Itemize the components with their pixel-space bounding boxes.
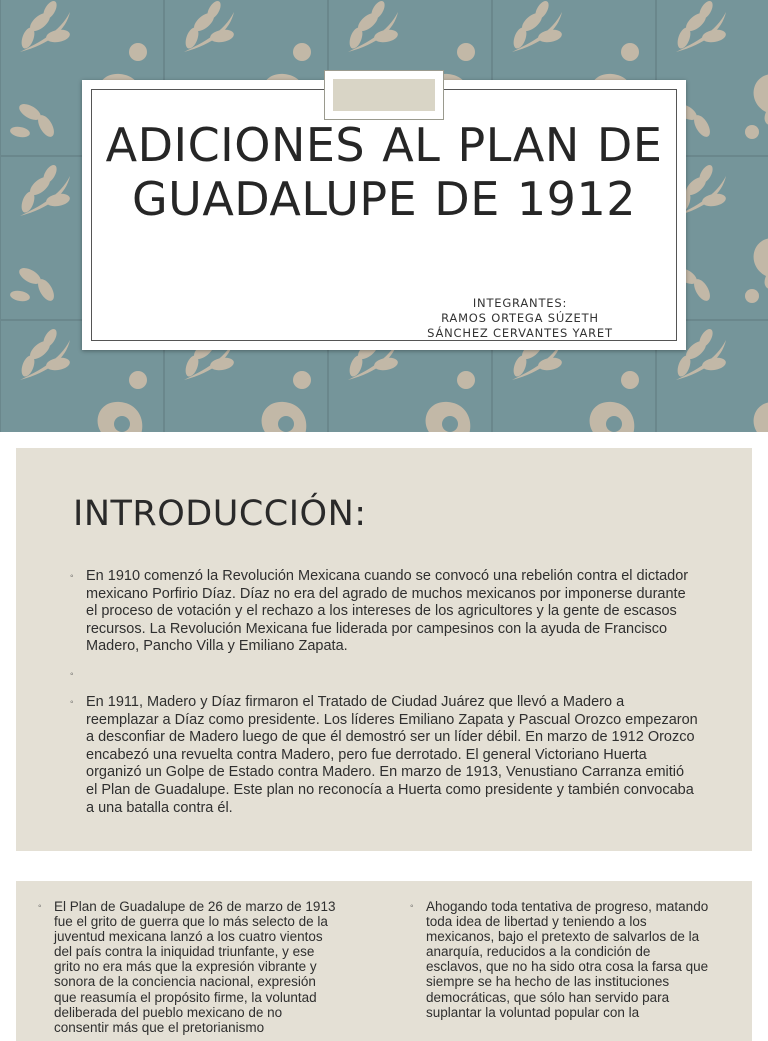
bullet-item (70, 568, 698, 656)
authors-block (390, 296, 650, 341)
title-tab-decoration (324, 70, 444, 120)
right-column (410, 899, 710, 1030)
hollow-circle-bullet-icon: ◦ (70, 668, 74, 680)
introduction-slide[interactable] (16, 448, 752, 851)
bullet-item-empty (70, 666, 698, 684)
left-column (38, 899, 338, 1041)
presentation-title: ADICIONES AL PLAN DE GUADALUPE DE 1912 (105, 118, 663, 226)
title-card (82, 80, 686, 350)
bullet-text: En 1910 comenzó la Revolución Mexicana cuando se convocó una rebelión contra el dictador mexicano Porfirio Díaz. Díaz no era del agrado de muchos mexicanos por imponerse durante el proceso de votación y el rechazo a los intereses de los agricultores y la gente de escasos recursos. La Revolución Mexicana fue liderada por campesinos con la ayuda de Francisco Madero, Pancho Villa y Emiliano Zapata. (86, 568, 689, 655)
bullet-text: Ahogando toda tentativa de progreso, matando toda idea de libertad y teniendo a los mexicanos, bajo el pretexto de salvarlos de la anarquía, reducidos a la condición de esclavos, que no ha sido otra cosa la farsa que siempre se ha hecho de las instituciones democráticas, que sólo han servido para suplantar la voluntad popular con la (426, 899, 709, 1020)
bullet-text: El Plan de Guadalupe de 26 de marzo de 1913 fue el grito de guerra que lo más selecto de la juventud mexicana lanzó a los cuatro vientos del país contra la iniquidad triunfante, y ese grito no era más que la expresión vibrante y sonora de la conciencia nacional, expresión que reasumía el propósito firme, la voluntad deliberada del pueblo mexicano de no consentir más que el pretorianismo (54, 899, 336, 1035)
author-1: RAMOS ORTEGA SÚZETH (441, 311, 599, 325)
introduction-heading: INTRODUCCIÓN: (73, 494, 367, 534)
bullet-item (38, 899, 338, 1035)
bullet-text: En 1911, Madero y Díaz firmaron el Tratado de Ciudad Juárez que llevó a Madero a reemplazar a Díaz como presidente. Los líderes Emiliano Zapata y Pascual Orozco empezaron a desconfiar de Madero luego de que él demostró ser un líder débil. En marzo de 1912 Orozco encabezó una revuelta contra Madero, pero fue derrotado. El general Victoriano Huerta organizó un Golpe de Estado contra Madero. En marzo de 1913, Venustiano Carranza emitió el Plan de Guadalupe. Este plan no reconocía a Huerta como presidente y también convocaba a una batalla contra él. (86, 693, 698, 816)
hollow-circle-bullet-icon: ◦ (70, 696, 74, 708)
author-2: SÁNCHEZ CERVANTES YARET (427, 326, 613, 340)
hollow-circle-bullet-icon: ◦ (70, 571, 74, 582)
bullet-item (410, 899, 710, 1020)
hollow-circle-bullet-icon: ◦ (38, 901, 42, 912)
introduction-bullets (70, 568, 698, 827)
authors-label: INTEGRANTES: (472, 296, 568, 310)
hollow-circle-bullet-icon: ◦ (410, 901, 414, 912)
title-slide[interactable] (0, 0, 768, 432)
bullet-item (70, 694, 698, 817)
plan-text-slide[interactable] (16, 881, 752, 1041)
